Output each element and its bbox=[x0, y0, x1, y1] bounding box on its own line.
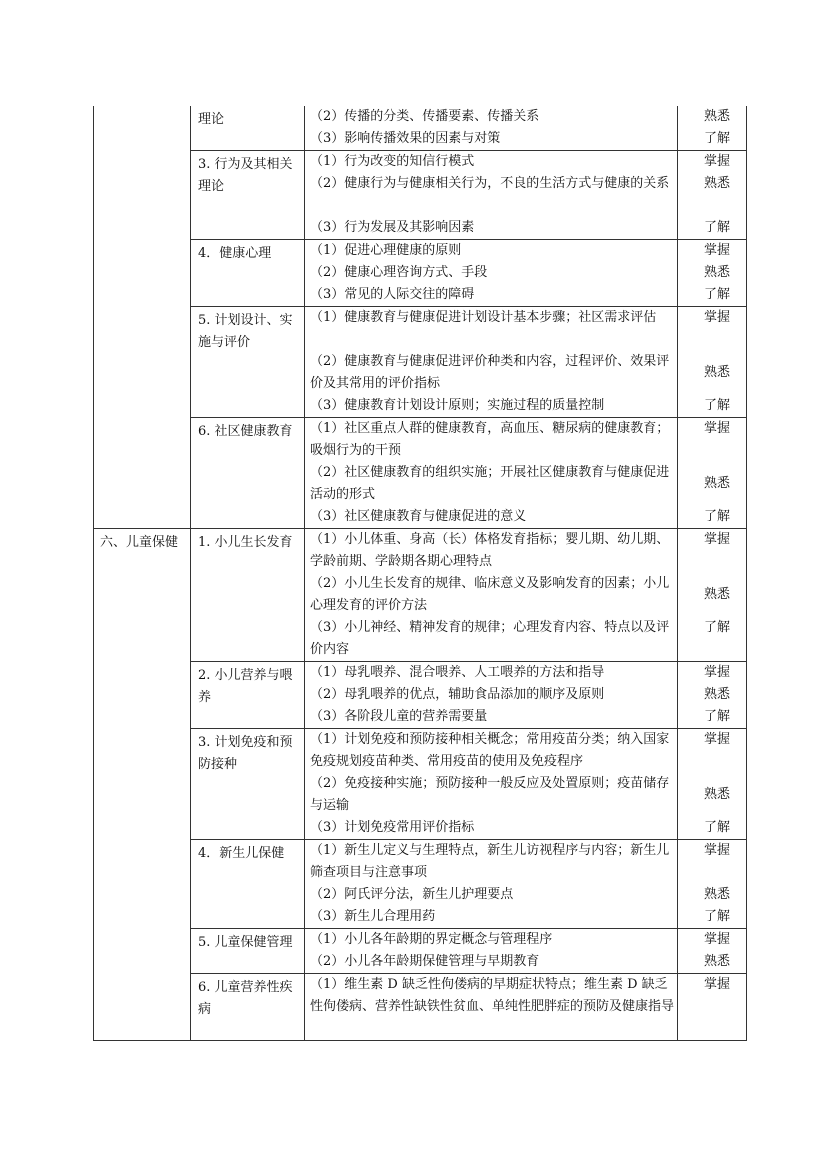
content-line: （1）社区重点人群的健康教育，高血压、糖尿病的健康教育；吸烟行为的干预 bbox=[310, 421, 670, 458]
level-label: 熟悉 bbox=[703, 265, 730, 280]
level-label: 了解 bbox=[703, 220, 730, 235]
content-line: （1）维生素 D 缺乏性佝偻病的早期症状特点；维生素 D 缺乏性佝偻病、营养性缺铁性贫血、单纯性肥胖症的预防及健康指导 bbox=[310, 977, 675, 1014]
content-line: （2）小儿生长发育的规律、临床意义及影响发育的因素；小儿心理发育的评价方法 bbox=[310, 576, 670, 613]
content-line: （3）新生儿合理用药 bbox=[310, 909, 436, 924]
level-label: 了解 bbox=[703, 909, 730, 924]
topic-cell: 5. 儿童保健管理 bbox=[191, 929, 305, 974]
level-cell bbox=[678, 974, 747, 1041]
content-cell bbox=[305, 729, 678, 840]
content-line: （1）行为改变的知信行模式 bbox=[310, 154, 475, 169]
content-line: （3）计划免疫常用评价指标 bbox=[310, 820, 475, 835]
topic-cell: 3. 计划免疫和预防接种 bbox=[191, 729, 305, 840]
topic-cell: 4．新生儿保健 bbox=[191, 840, 305, 929]
level-label: 掌握 bbox=[703, 243, 730, 258]
content-line: （1）计划免疫和预防接种相关概念；常用疫苗分类；纳入国家免疫规划疫苗种类、常用疫苗的使用及免疫程序 bbox=[310, 732, 670, 769]
table-row bbox=[94, 307, 747, 418]
level-label: 了解 bbox=[703, 509, 730, 524]
content-line: （2）小儿各年龄期保健管理与早期教育 bbox=[310, 954, 540, 969]
level-label: 熟悉 bbox=[703, 787, 730, 802]
table-row bbox=[94, 974, 747, 1041]
content-line: （3）行为发展及其影响因素 bbox=[310, 220, 475, 235]
topic-cell: 6. 社区健康教育 bbox=[191, 418, 305, 529]
level-label: 了解 bbox=[703, 620, 730, 635]
content-line: （2）健康教育与健康促进评价种类和内容，过程评价、效果评价及其常用的评价指标 bbox=[310, 354, 670, 391]
content-line: （1）母乳喂养、混合喂养、人工喂养的方法和指导 bbox=[310, 665, 605, 680]
level-cell bbox=[678, 729, 747, 840]
level-cell bbox=[678, 929, 747, 974]
content-line: （2）健康行为与健康相关行为，不良的生活方式与健康的关系 bbox=[310, 176, 670, 191]
table-row bbox=[94, 840, 747, 929]
content-line: （1）小儿各年龄期的界定概念与管理程序 bbox=[310, 932, 553, 947]
content-cell bbox=[305, 840, 678, 929]
content-line: （2）传播的分类、传播要素、传播关系 bbox=[310, 109, 540, 124]
level-cell bbox=[678, 662, 747, 729]
table-row bbox=[94, 418, 747, 529]
level-cell bbox=[678, 307, 747, 418]
level-label: 掌握 bbox=[703, 154, 730, 169]
level-label: 掌握 bbox=[703, 310, 730, 325]
content-cell bbox=[305, 240, 678, 307]
level-label: 了解 bbox=[703, 287, 730, 302]
content-cell bbox=[305, 974, 678, 1041]
content-line: （2）母乳喂养的优点，辅助食品添加的顺序及原则 bbox=[310, 687, 605, 702]
content-line: （2）健康心理咨询方式、手段 bbox=[310, 265, 488, 280]
topic-cell: 6. 儿童营养性疾病 bbox=[191, 974, 305, 1041]
level-label: 了解 bbox=[703, 131, 730, 146]
level-cell bbox=[678, 418, 747, 529]
topic-cell: 4．健康心理 bbox=[191, 240, 305, 307]
table-row bbox=[94, 929, 747, 974]
table-row bbox=[94, 729, 747, 840]
level-label: 熟悉 bbox=[703, 176, 730, 191]
syllabus-table bbox=[93, 106, 747, 1041]
content-line: （3）小儿神经、精神发育的规律；心理发育内容、特点以及评价内容 bbox=[310, 620, 670, 657]
content-line: （1）小儿体重、身高（长）体格发育指标；婴儿期、幼儿期、学龄前期、学龄期各期心理特点 bbox=[310, 532, 670, 569]
level-label: 熟悉 bbox=[703, 687, 730, 702]
level-label: 熟悉 bbox=[703, 587, 730, 602]
content-line: （3）社区健康教育与健康促进的意义 bbox=[310, 509, 527, 524]
topic-cell: 理论 bbox=[191, 106, 305, 151]
level-label: 掌握 bbox=[703, 977, 730, 992]
category-cell bbox=[94, 106, 191, 529]
level-label: 了解 bbox=[703, 820, 730, 835]
topic-cell: 3. 行为及其相关理论 bbox=[191, 151, 305, 240]
level-cell bbox=[678, 840, 747, 929]
content-line: （3）各阶段儿童的营养需要量 bbox=[310, 709, 488, 724]
content-line: （3）健康教育计划设计原则；实施过程的质量控制 bbox=[310, 398, 605, 413]
level-label: 熟悉 bbox=[703, 887, 730, 902]
level-label: 掌握 bbox=[703, 932, 730, 947]
level-label: 熟悉 bbox=[703, 954, 730, 969]
content-line: （2）阿氏评分法，新生儿护理要点 bbox=[310, 887, 514, 902]
level-label: 熟悉 bbox=[703, 476, 730, 491]
content-cell bbox=[305, 662, 678, 729]
level-cell bbox=[678, 151, 747, 240]
level-label: 了解 bbox=[703, 709, 730, 724]
table-row bbox=[94, 529, 747, 662]
table-row bbox=[94, 662, 747, 729]
content-cell bbox=[305, 529, 678, 662]
topic-cell: 5. 计划设计、实施与评价 bbox=[191, 307, 305, 418]
content-cell bbox=[305, 307, 678, 418]
table-row bbox=[94, 106, 747, 151]
level-label: 了解 bbox=[703, 398, 730, 413]
content-line: （3）常见的人际交往的障碍 bbox=[310, 287, 475, 302]
table-row bbox=[94, 151, 747, 240]
content-line: （2）社区健康教育的组织实施；开展社区健康教育与健康促进活动的形式 bbox=[310, 465, 670, 502]
content-cell bbox=[305, 151, 678, 240]
level-cell bbox=[678, 106, 747, 151]
category-cell: 六、儿童保健 bbox=[94, 529, 191, 1041]
level-label: 掌握 bbox=[703, 665, 730, 680]
level-label: 掌握 bbox=[703, 843, 730, 858]
topic-cell: 2. 小儿营养与喂养 bbox=[191, 662, 305, 729]
content-line: （3）影响传播效果的因素与对策 bbox=[310, 131, 501, 146]
content-cell bbox=[305, 418, 678, 529]
level-cell bbox=[678, 240, 747, 307]
content-line: （1）健康教育与健康促进计划设计基本步骤；社区需求评估 bbox=[310, 310, 657, 325]
content-cell bbox=[305, 106, 678, 151]
content-cell bbox=[305, 929, 678, 974]
level-label: 掌握 bbox=[703, 421, 730, 436]
table-row bbox=[94, 240, 747, 307]
level-label: 熟悉 bbox=[703, 109, 730, 124]
level-cell bbox=[678, 529, 747, 662]
content-line: （2）免疫接种实施；预防接种一般反应及处置原则；疫苗储存与运输 bbox=[310, 776, 670, 813]
level-label: 熟悉 bbox=[703, 365, 730, 380]
content-line: （1）促进心理健康的原则 bbox=[310, 243, 462, 258]
level-label: 掌握 bbox=[703, 732, 730, 747]
content-line: （1）新生儿定义与生理特点，新生儿访视程序与内容；新生儿筛查项目与注意事项 bbox=[310, 843, 670, 880]
level-label: 掌握 bbox=[703, 532, 730, 547]
topic-cell: 1. 小儿生长发育 bbox=[191, 529, 305, 662]
